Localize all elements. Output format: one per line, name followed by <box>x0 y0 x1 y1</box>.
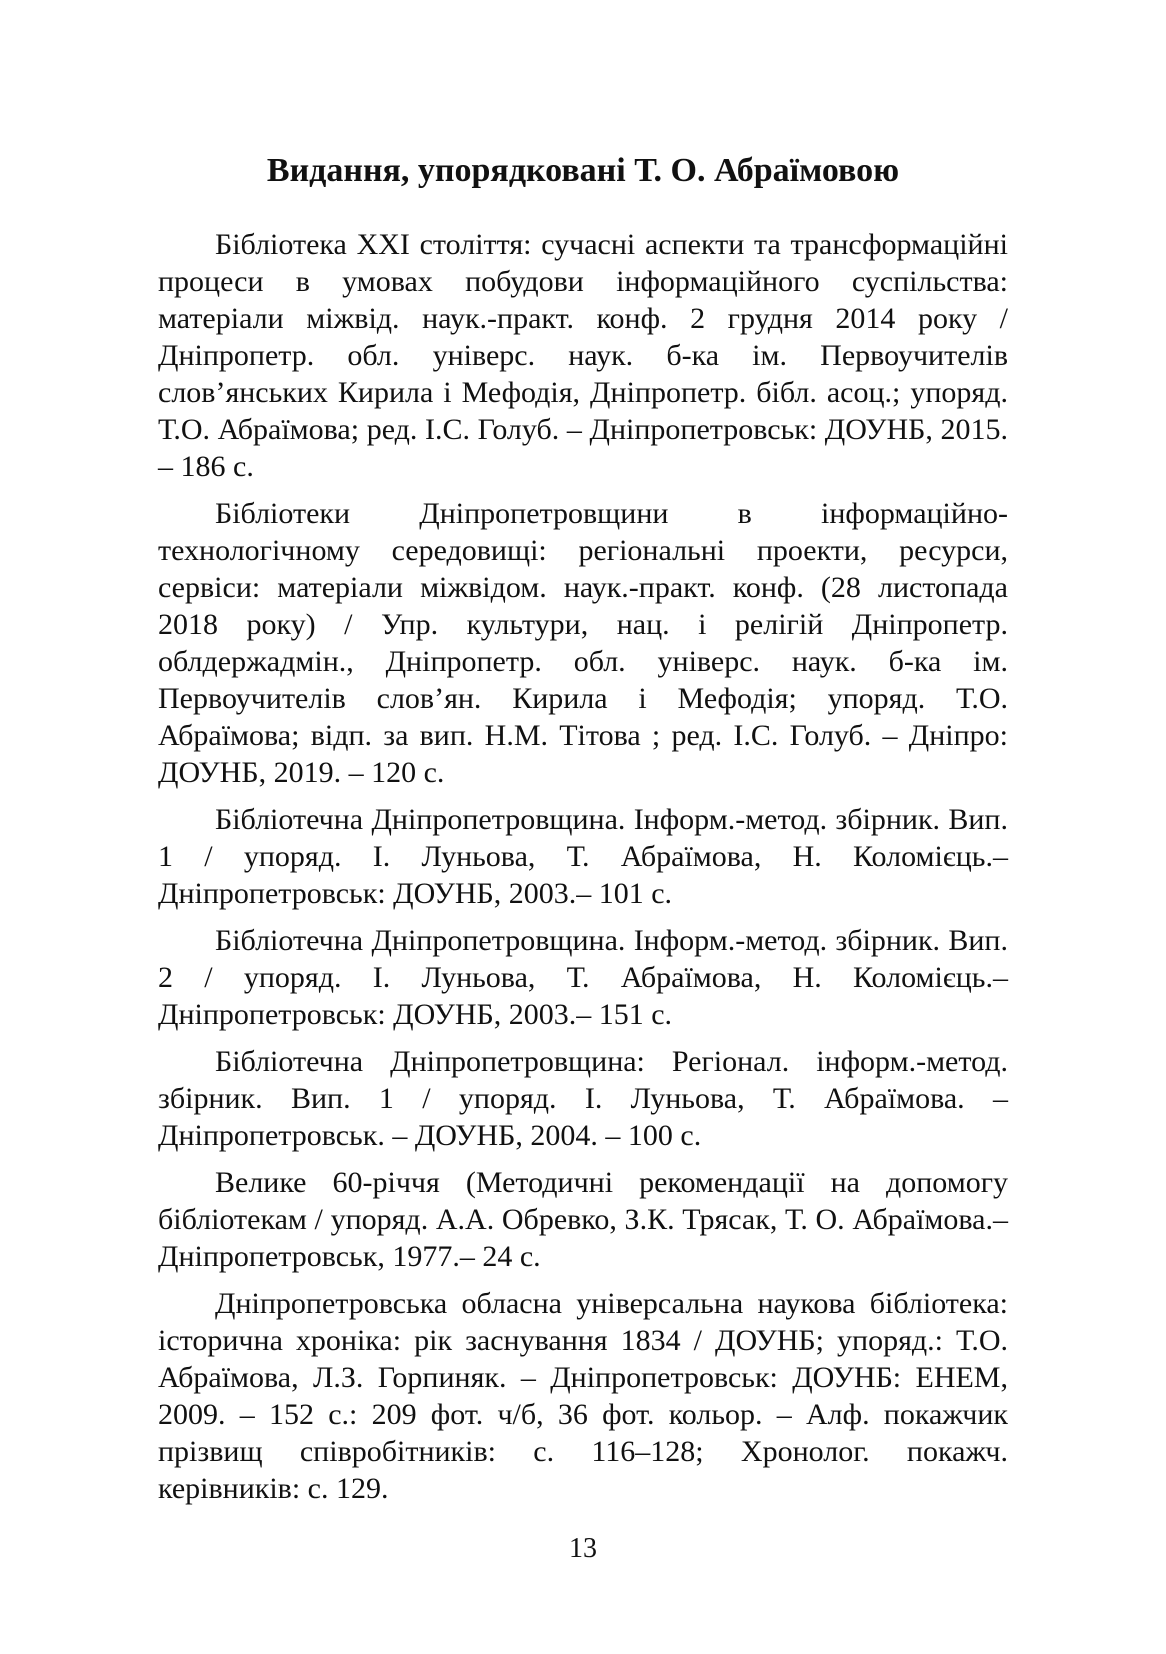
bibliography-entry: Бібліотечна Дніпропетровщина. Інформ.-метод. збірник. Вип. 2 / упоряд. І. Луньова, Т. Абраїмова, Н. Коломієць.– Дніпропетровськ: ДОУНБ, 2003.– 151 с. <box>158 924 1008 1031</box>
page-title: Видання, упорядковані Т. О. Абраїмовою <box>266 152 900 189</box>
bibliography-entry: Бібліотечна Дніпропетровщина. Інформ.-метод. збірник. Вип. 1 / упоряд. І. Луньова, Т. Абраїмова, Н. Коломієць.– Дніпропетровськ: ДОУНБ, 2003.– 101 с. <box>158 803 1008 910</box>
page-number: 13 <box>569 1533 597 1564</box>
bibliography-list <box>158 226 1008 1517</box>
bibliography-entry: Бібліотечна Дніпропетровщина: Регіонал. інформ.-метод. збірник. Вип. 1 / упоряд. І. Луньова, Т. Абраїмова. – Дніпропетровськ. – ДОУНБ, 2004. – 100 с. <box>158 1045 1008 1152</box>
bibliography-entry: Дніпропетровська обласна універсальна наукова бібліотека: історична хроніка: рік заснування 1834 / ДОУНБ; упоряд.: Т.О. Абраїмова, Л.З. Горпиняк. – Дніпропетровськ: ДОУНБ: ЕНЕМ, 2009. – 152 с.: 209 фот. ч/б, 36 фот. кольор. – Алф. покажчик прізвищ співробітників: с. 116–128; Хронолог. покажч. керівників: с. 129. <box>158 1287 1008 1505</box>
bibliography-entry: Бібліотеки Дніпропетровщини в інформаційно-технологічному середовищі: регіональні проекти, ресурси, сервіси: матеріали міжвідом. наук.-практ. конф. (28 листопада 2018 року) / Упр. культури, нац. і релігій Дніпропетр. облдержадмін., Дніпропетр. обл. універс. наук. б-ка ім. Первоучителів слов’ян. Кирила і Мефодія; упоряд. Т.О. Абраїмова; відп. за вип. Н.М. Тітова ; ред. І.С. Голуб. – Дніпро: ДОУНБ, 2019. – 120 с. <box>158 497 1008 789</box>
bibliography-entry: Бібліотека XXI століття: сучасні аспекти та трансформаційні процеси в умовах побудови інформаційного суспільства: матеріали міжвід. наук.-практ. конф. 2 грудня 2014 року / Дніпропетр. обл. універс. наук. б-ка ім. Первоучителів слов’янських Кирила і Мефодія, Дніпропетр. бібл. асоц.; упоряд. Т.О. Абраїмова; ред. І.С. Голуб. – Дніпропетровськ: ДОУНБ, 2015. – 186 с. <box>158 228 1008 483</box>
bibliography-entry: Велике 60-річчя (Методичні рекомендації на допомогу бібліотекам / упоряд. А.А. Обревко, З.К. Трясак, Т. О. Абраїмова.– Дніпропетровськ, 1977.– 24 с. <box>158 1166 1008 1273</box>
